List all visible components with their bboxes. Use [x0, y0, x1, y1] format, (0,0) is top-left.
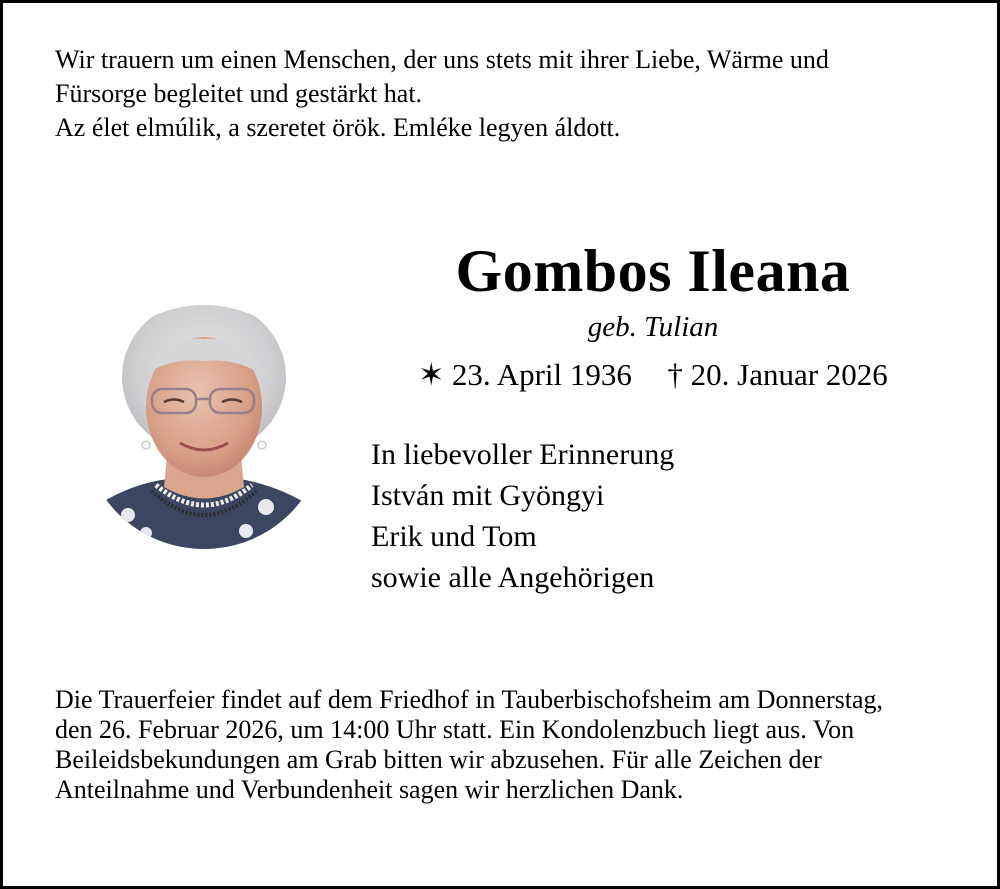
death-cross-icon: † — [667, 357, 683, 392]
portrait-photo — [106, 295, 302, 553]
funeral-line: Die Trauerfeier findet auf dem Friedhof in Tauberbischofsheim am Donnerstag, — [55, 685, 884, 714]
intro-line: Fürsorge begleitet und gestärkt hat. — [55, 79, 423, 108]
maiden-name: geb. Tulian — [587, 311, 719, 343]
funeral-line: Beileidsbekundungen am Grab bitten wir abzusehen. Für alle Zeichen der — [55, 745, 822, 774]
deceased-name: Gombos Ileana — [455, 238, 851, 304]
life-dates — [363, 356, 943, 394]
mourner-line: István mit Gyöngyi — [371, 479, 605, 512]
funeral-line: Anteilnahme und Verbundenheit sagen wir herzlichen Dank. — [55, 775, 684, 804]
mourners-list — [371, 434, 674, 598]
intro-line: Az élet elmúlik, a szeretet örök. Emléke legyen áldott. — [55, 113, 621, 142]
mourner-line: Erik und Tom — [371, 520, 537, 553]
birth-date: 23. April 1936 — [451, 357, 632, 392]
funeral-line: den 26. Februar 2026, um 14:00 Uhr statt. Ein Kondolenzbuch liegt aus. Von — [55, 715, 855, 744]
intro-text — [55, 43, 975, 145]
funeral-information — [55, 685, 975, 805]
mourner-line: sowie alle Angehörigen — [371, 561, 655, 594]
death-date: 20. Januar 2026 — [690, 357, 888, 392]
birth-star-icon: ✶ — [418, 357, 445, 392]
mourner-line: In liebevoller Erinnerung — [371, 438, 675, 471]
intro-line: Wir trauern um einen Menschen, der uns stets mit ihrer Liebe, Wärme und — [55, 45, 829, 74]
